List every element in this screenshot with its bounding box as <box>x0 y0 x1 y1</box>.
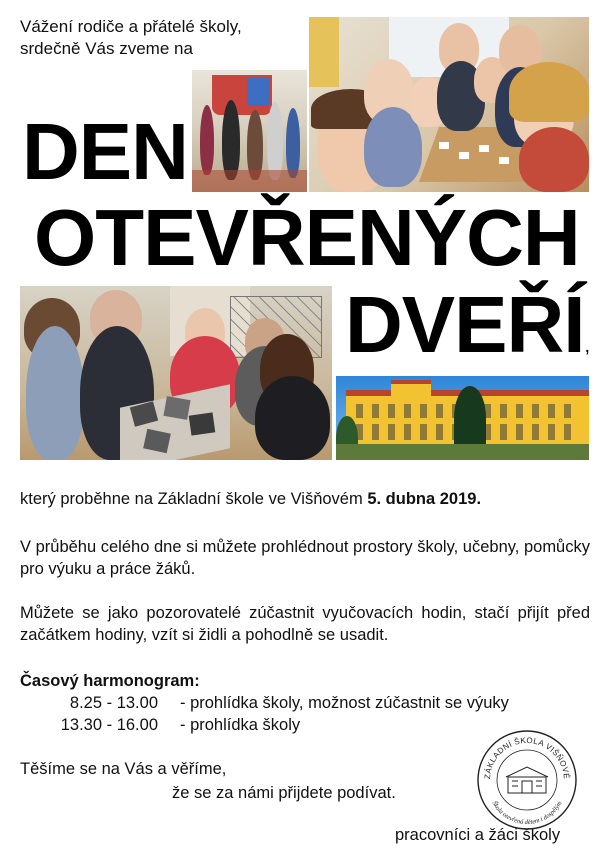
title-dveri <box>345 280 591 369</box>
title-den: DEN <box>22 107 188 196</box>
stamp-bottom-text: Škola otevřená dětem i dospělým <box>490 800 564 827</box>
signature: pracovníci a žáci školy <box>395 826 561 844</box>
photo-school-building <box>336 376 589 460</box>
event-text: který proběhne na Základní škole ve Višňovém <box>20 490 368 508</box>
schedule-heading: Časový harmonogram: <box>20 672 200 690</box>
paragraph-observe: Můžete se jako pozorovatelé zúčastnit vyučovacích hodin, stačí přijít před začátkem hodiny, vzít si židli a pohodlně se usadit. <box>20 604 590 644</box>
school-stamp <box>476 729 578 831</box>
schedule-time: 13.30 - 16.00 <box>60 716 158 734</box>
closing-line-1: Těšíme se na Vás a věříme, <box>20 760 227 778</box>
schedule-row <box>20 692 509 714</box>
schedule-desc: - prohlídka školy, možnost zúčastnit se výuky <box>180 694 509 712</box>
greeting-line-2: srdečně Vás zveme na <box>20 39 193 58</box>
event-info <box>20 488 590 510</box>
stamp-top-text: ZÁKLADNÍ ŠKOLA VIŠŇOVÉ <box>482 735 572 780</box>
closing-line-2: že se za námi přijdete podívat. <box>172 784 396 802</box>
paragraph-tour: V průběhu celého dne si můžete prohlédnout prostory školy, učebny, pomůcky pro výuku a práce žáků. <box>20 538 590 578</box>
schedule <box>20 670 509 736</box>
title-comma: , <box>584 335 591 357</box>
schedule-time: 8.25 - 13.00 <box>69 694 158 712</box>
title-otevrenych: OTEVŘENÝCH <box>34 193 580 282</box>
greeting-line-1: Vážení rodiče a přátelé školy, <box>20 17 242 36</box>
title-dveri-word: DVEŘÍ <box>345 280 585 369</box>
photo-classroom-activity <box>20 286 332 460</box>
schedule-row <box>20 714 509 736</box>
school-stamp-icon <box>476 729 578 831</box>
photo-kids-at-table <box>309 17 589 192</box>
schedule-desc: - prohlídka školy <box>180 716 301 734</box>
event-date: 5. dubna 2019. <box>367 490 482 508</box>
photo-costume-kids <box>192 70 307 192</box>
greeting <box>20 16 242 60</box>
